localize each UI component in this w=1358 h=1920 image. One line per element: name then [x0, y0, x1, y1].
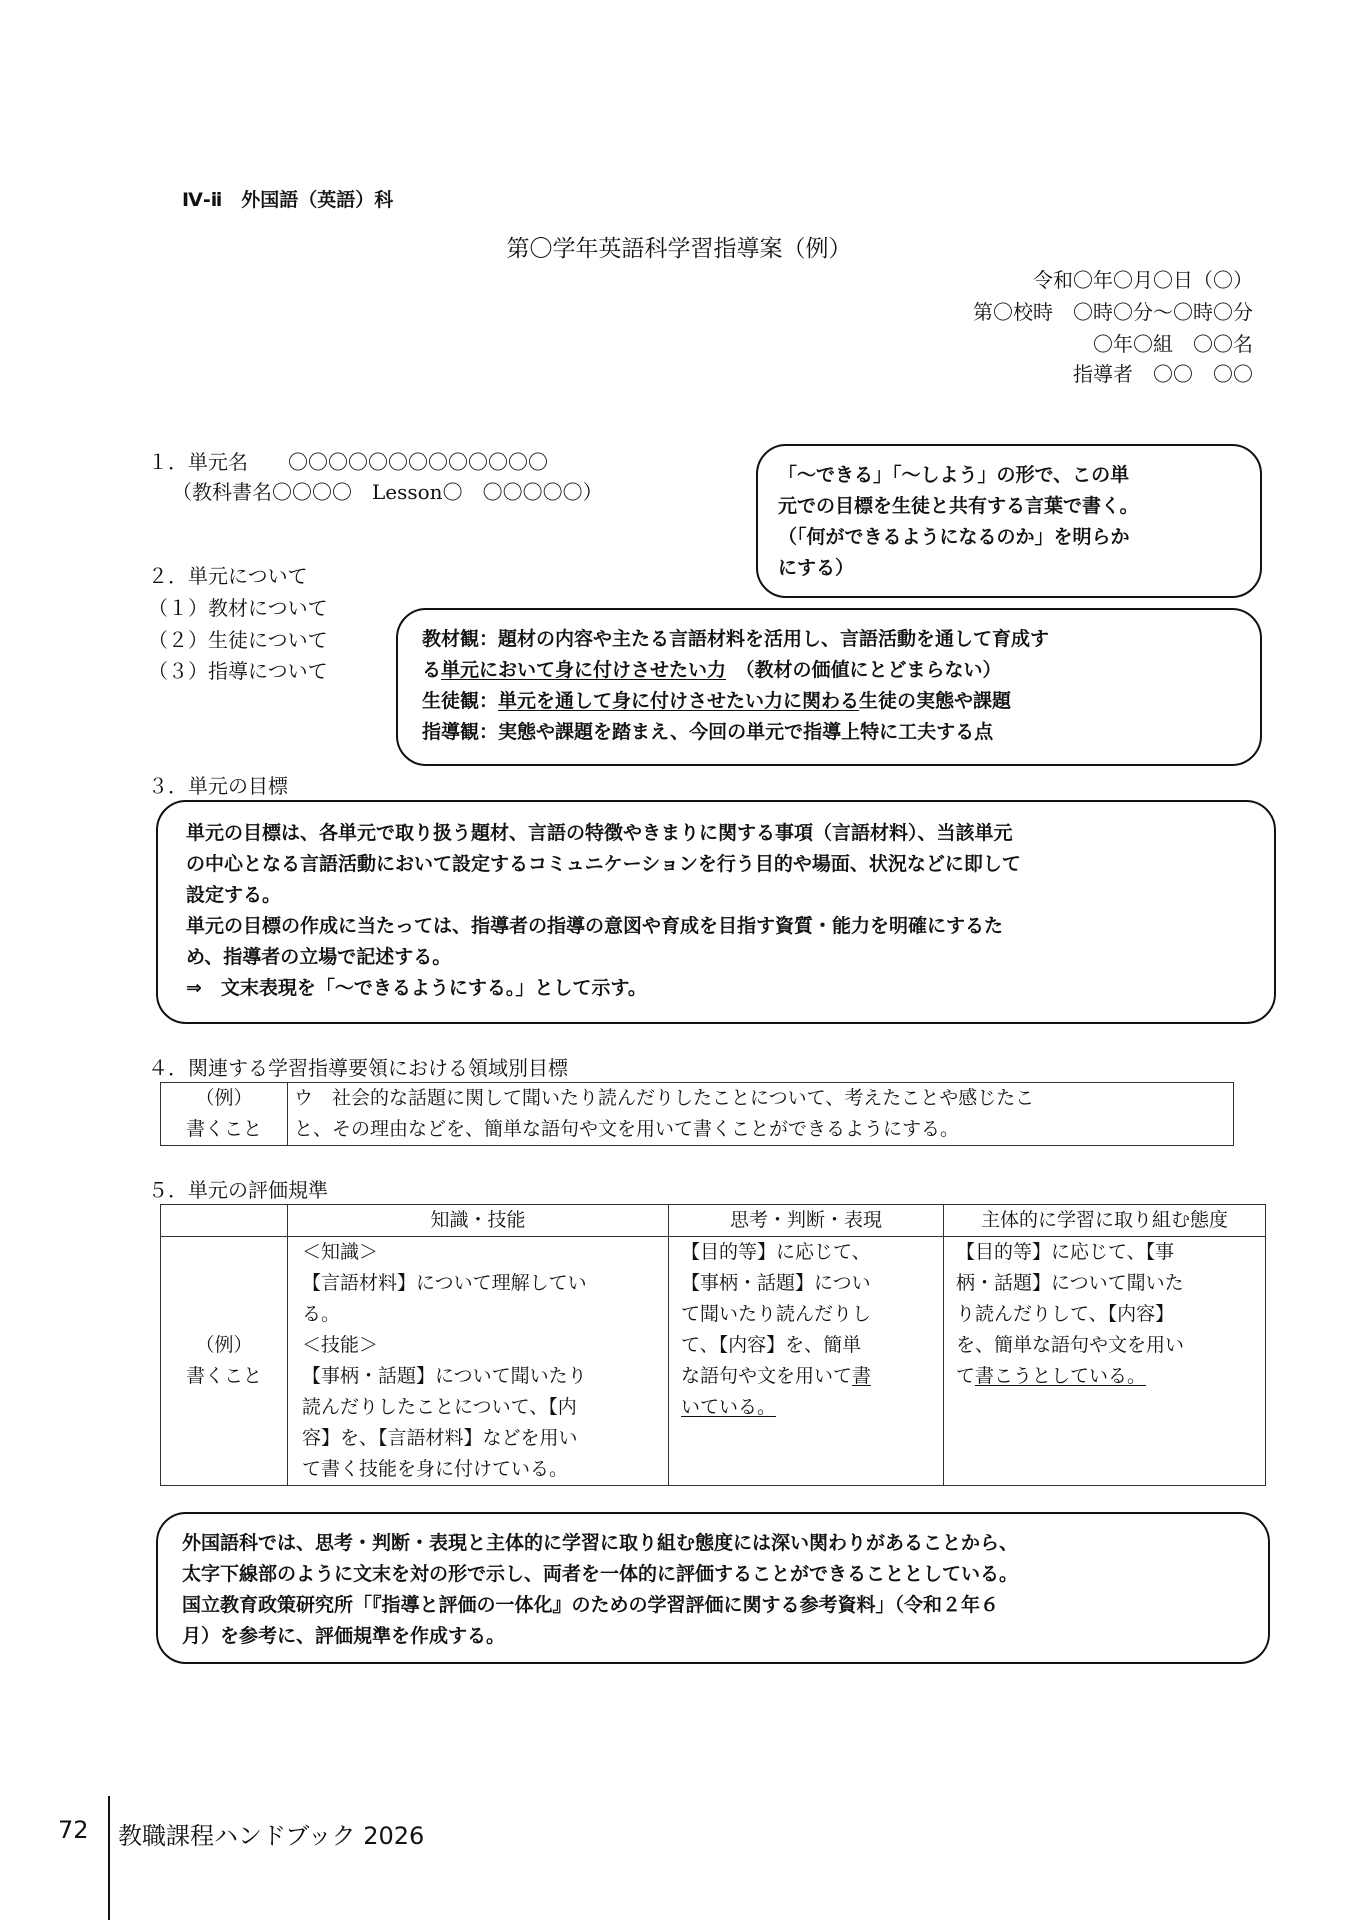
meta-period: 第〇校時 〇時〇分～〇時〇分: [973, 300, 1253, 324]
meta-teacher: 指導者 〇〇 〇〇: [1073, 362, 1253, 386]
goal-line: の中心となる言語活動において設定するコミュニケーションを行う目的や場面、状況などに即して: [186, 853, 1021, 875]
cell-line: る。: [302, 1303, 341, 1325]
col-thinking: 思考・判断・表現: [669, 1205, 944, 1237]
unit-goal-callout: [156, 800, 1276, 1024]
underlined-text: 単元を通して身に付けさせたい力に関わる: [498, 690, 860, 712]
text-span: 生徒の実態や課題: [859, 690, 1012, 712]
cell-line: て聞いたり読んだりし: [681, 1303, 872, 1325]
row-label-cell: [161, 1237, 288, 1486]
page-number: 72: [58, 1816, 89, 1844]
cell-line: 【事柄・話題】について聞いたり: [302, 1365, 587, 1387]
text-span: 生徒観：: [422, 690, 499, 712]
note-line: 国立教育政策研究所「『指導と評価の一体化』のための学習評価に関する参考資料」（令和２年６: [182, 1594, 1000, 1616]
goal-line: ⇒ 文末表現を「～できるようにする。」として示す。: [186, 977, 647, 999]
row-label-cell: [161, 1083, 288, 1146]
cell-line: ＜技能＞: [302, 1334, 379, 1356]
cell-line: 【目的等】に応じて、【事: [956, 1241, 1175, 1263]
meta-date: 令和〇年〇月〇日（〇）: [1033, 268, 1253, 292]
row-label: 書くこと: [185, 1118, 262, 1140]
row-label: （例）: [195, 1334, 253, 1356]
underlined-text: 単元において身に付けさせたい力: [441, 659, 727, 681]
cell-line: [681, 1361, 937, 1392]
section-label: Ⅳ-ⅱ 外国語（英語）科: [182, 189, 394, 211]
cell-line: ＜知識＞: [302, 1241, 379, 1263]
callout-line: 元での目標を生徒と共有する言葉で書く。: [778, 495, 1139, 517]
goal-line: 単元の目標の作成に当たっては、指導者の指導の意図や育成を目指す資質・能力を明確にするた: [186, 915, 1004, 937]
document-title: 第〇学年英語科学習指導案（例）: [506, 236, 852, 262]
thinking-cell: [669, 1237, 944, 1486]
cell-line: 【目的等】に応じて、: [681, 1241, 871, 1263]
meta-class: 〇年〇組 〇〇名: [1093, 332, 1253, 356]
knowledge-cell: [288, 1237, 669, 1486]
cell-line: 容】を、【言語材料】などを用い: [302, 1427, 578, 1449]
goal-line: 設定する。: [186, 884, 282, 906]
related-objectives-heading: ４．関連する学習指導要領における領域別目標: [148, 1056, 568, 1080]
objective-line: ウ 社会的な話題に関して聞いたり読んだりしたことについて、考えたことや感じたこ: [294, 1087, 1035, 1109]
note-line: 月）を参考に、評価規準を作成する。: [182, 1625, 506, 1647]
callout-line: にする）: [778, 557, 855, 579]
cell-line: 【事柄・話題】につい: [681, 1272, 871, 1294]
cell-line: を、簡単な語句や文を用い: [956, 1334, 1185, 1356]
cell-line: 【言語材料】について理解してい: [302, 1272, 587, 1294]
underlined-text: 書: [852, 1365, 872, 1387]
views-materials-line-2: [422, 655, 1236, 686]
cell-line: り読んだりして、【内容】: [956, 1303, 1175, 1325]
footer-title: 教職課程ハンドブック 2026: [118, 1822, 425, 1850]
cell-line: て書く技能を身に付けている。: [302, 1458, 569, 1480]
cell-line: 読んだりしたことについて、【内: [302, 1396, 577, 1418]
cell-line: 柄・話題】について聞いた: [956, 1272, 1184, 1294]
footer-divider: [108, 1796, 110, 1920]
views-instruction-line: 指導観：実態や課題を踏まえ、今回の単元で指導上特に工夫する点: [422, 721, 994, 743]
empty-header: [161, 1205, 288, 1237]
list-item-students: （２）生徒について: [148, 628, 328, 652]
text-span: （教材の価値にとどまらない）: [726, 659, 1002, 681]
goal-hint-callout: [756, 444, 1262, 598]
goal-line: め、指導者の立場で記述する。: [186, 946, 452, 968]
cell-line: て、【内容】を、簡単: [681, 1334, 862, 1356]
underlined-text: 書こうとしている。: [975, 1365, 1147, 1387]
text-span: る: [422, 659, 442, 681]
textbook-info: （教科書名〇〇〇〇 Lesson〇 〇〇〇〇〇）: [172, 480, 603, 504]
callout-line: （「何ができるようになるのか」を明らか: [778, 526, 1130, 548]
list-item-instruction: （３）指導について: [148, 659, 328, 683]
unit-name-heading: １．単元名 〇〇〇〇〇〇〇〇〇〇〇〇〇: [148, 450, 548, 474]
views-callout: [396, 608, 1262, 766]
note-line: 外国語科では、思考・判断・表現と主体的に学習に取り組む態度には深い関わりがあることから、: [182, 1532, 1019, 1554]
underlined-text: いている。: [681, 1396, 777, 1418]
note-line: 太字下線部のように文末を対の形で示し、両者を一体的に評価することができることとしている。: [182, 1563, 1019, 1585]
unit-goal-heading: ３．単元の目標: [148, 774, 288, 798]
cell-line: [956, 1361, 1259, 1392]
criteria-heading: ５．単元の評価規準: [148, 1178, 328, 1202]
views-students-line: [422, 686, 1236, 717]
criteria-table: [160, 1204, 1266, 1486]
goal-line: 単元の目標は、各単元で取り扱う題材、言語の特徴やきまりに関する事項（言語材料）、当該単元: [186, 822, 1013, 844]
row-label: 書くこと: [185, 1365, 262, 1387]
row-label: （例）: [195, 1087, 253, 1109]
list-item-materials: （１）教材について: [148, 596, 328, 620]
objective-line: と、その理由などを、簡単な語句や文を用いて書くことができるようにする。: [294, 1118, 960, 1140]
related-objectives-table: [160, 1082, 1234, 1146]
unit-about-heading: ２．単元について: [148, 564, 308, 588]
col-knowledge: 知識・技能: [288, 1205, 669, 1237]
views-materials-line: 教材観：題材の内容や主たる言語材料を活用し、言語活動を通して育成す: [422, 628, 1050, 650]
col-attitude: 主体的に学習に取り組む態度: [944, 1205, 1266, 1237]
note-callout: [156, 1512, 1270, 1664]
objective-cell: [288, 1083, 1234, 1146]
callout-line: 「～できる」「～しよう」の形で、この単: [778, 464, 1130, 486]
text-span: て: [956, 1365, 976, 1387]
attitude-cell: [944, 1237, 1266, 1486]
text-span: な語句や文を用いて: [681, 1365, 853, 1387]
